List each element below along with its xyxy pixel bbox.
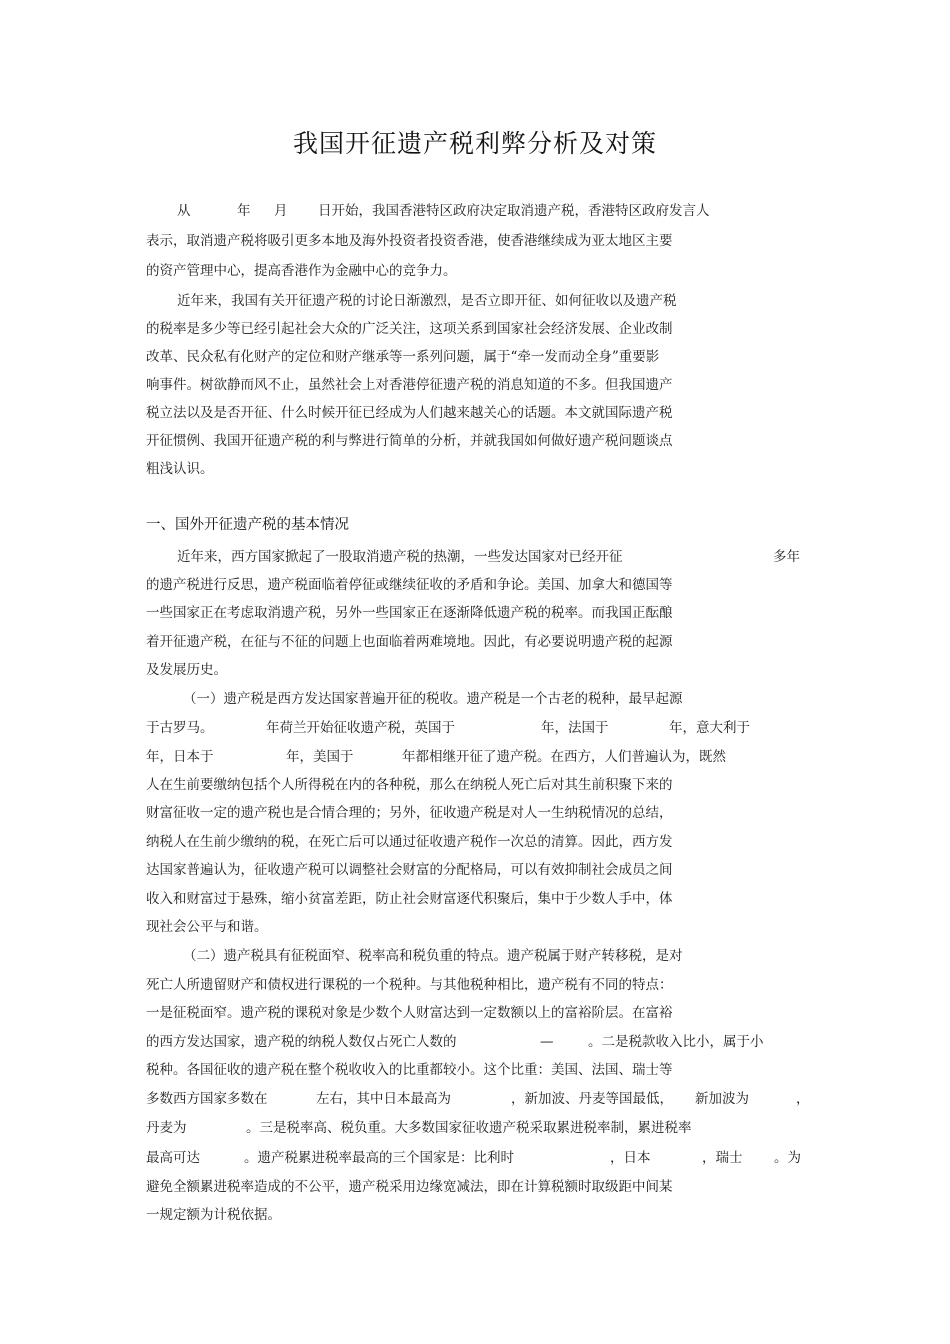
para2-line: 近年来，我国有关开征遗产税的讨论日渐激烈，是否立即开征、如何征收以及遗产税 [177, 293, 677, 309]
para2-line: 开征惯例、我国开征遗产税的利与弊进行简单的分析，并就我国如何做好遗产税问题谈点 [146, 433, 673, 449]
subsection-1-line: 人在生前要缴纳包括个人所得税在内的各种税，那么在纳税人死亡后对其生前积聚下来的 [146, 777, 673, 793]
text-fragment: 左右，其中日本最高为 [316, 1091, 451, 1107]
text-fragment: 年，日本于 [146, 749, 214, 765]
intro-line-3: 的资产管理中心，提高香港作为金融中心的竞争力。 [146, 263, 457, 279]
text-fragment: 。为 [774, 1150, 801, 1166]
text-fragment: 多年 [773, 549, 800, 565]
text-fragment: ， [796, 1091, 810, 1107]
intro-day-rest: 日开始，我国香港特区政府决定取消遗产税，香港特区政府发言人 [318, 203, 710, 219]
text-fragment: 多数西方国家多数在 [146, 1091, 268, 1107]
subsection-1-line: 收入和财富过于悬殊，缩小贫富差距，防止社会财富逐代积聚后，集中于少数人手中，体 [146, 891, 673, 907]
intro-year: 年 [237, 203, 251, 219]
para2-line: 响事件。树欲静而风不止，虽然社会上对香港停征遗产税的消息知道的不多。但我国遗产 [146, 377, 673, 393]
subsection-2-line-2: 死亡人所遗留财产和债权进行课税的一个税种。与其他税种相比，遗产税有不同的特点： [146, 977, 673, 993]
text-fragment: ，瑞士 [702, 1150, 743, 1166]
para2-line: 改革、民众私有化财产的定位和财产继承等一系列问题，属于“牵一发而动全身”重要影 [146, 349, 660, 365]
subsection-2-line-1: （二）遗产税具有征税面窄、税率高和税负重的特点。遗产税属于财产转移税，是对 [183, 948, 683, 964]
text-fragment: 近年来，西方国家掀起了一股取消遗产税的热潮，一些发达国家对已经开征 [177, 549, 623, 565]
text-fragment: ，日本 [610, 1150, 651, 1166]
section1-p1-line: 一些国家正在考虑取消遗产税，另外一些国家正在逐渐降低遗产税的税率。而我国正酝酿 [146, 605, 673, 621]
text-fragment: 年，意大利于 [669, 720, 750, 736]
subsection-1-line: 现社会公平与和谐。 [146, 919, 268, 935]
text-fragment: 最高可达 [146, 1150, 200, 1166]
section1-p1-line: 着开征遗产税，在征与不征的问题上也面临着两难境地。因此，有必要说明遗产税的起源 [146, 634, 673, 650]
text-fragment: 。三是税率高、税负重。大多数国家征收遗产税采取累进税率制，累进税率 [246, 1120, 692, 1136]
text-fragment: 的西方发达国家，遗产税的纳税人数仅占死亡人数的 [146, 1034, 457, 1050]
document-title: 我国开征遗产税利弊分析及对策 [292, 129, 657, 158]
para2-line: 的税率是多少等已经引起社会大众的广泛关注，这项关系到国家社会经济发展、企业改制 [146, 321, 673, 337]
section1-p1-line: 及发展历史。 [146, 662, 227, 678]
section-heading: 一、国外开征遗产税的基本情况 [146, 517, 349, 533]
subsection-2-line-10: 一规定额为计税依据。 [146, 1207, 281, 1223]
text-fragment: 年，美国于 [286, 749, 354, 765]
text-fragment: 于古罗马。 [146, 720, 214, 736]
text-fragment: — [540, 1034, 554, 1050]
text-fragment: ，新加波、丹麦等国最低， [511, 1091, 673, 1107]
text-fragment: 。遗产税累进税率最高的三个国家是：比利时 [244, 1150, 514, 1166]
subsection-2-line-5: 税种。各国征收的遗产税在整个税收收入的比重都较小。这个比重：美国、法国、瑞士等 [146, 1062, 673, 1078]
subsection-1-line-1: （一）遗产税是西方发达国家普遍开征的税收。遗产税是一个古老的税种，最早起源 [183, 691, 683, 707]
subsection-1-line: 财富征收一定的遗产税也是合情合理的；另外，征收遗产税是对人一生纳税情况的总结， [146, 805, 673, 821]
section1-p1-line: 的遗产税进行反思，遗产税面临着停征或继续征收的矛盾和争论。美国、加拿大和德国等 [146, 577, 673, 593]
text-fragment: 。二是税款收入比小，属于小 [588, 1034, 764, 1050]
text-fragment: 年荷兰开始征收遗产税，英国于 [266, 720, 455, 736]
text-fragment: 丹麦为 [146, 1120, 187, 1136]
text-fragment: 年都相继开征了遗产税。在西方，人们普遍认为，既然 [402, 749, 726, 765]
text-fragment: 年，法国于 [541, 720, 609, 736]
intro-line-2: 表示，取消遗产税将吸引更多本地及海外投资者投资香港，使香港继续成为亚太地区主要 [146, 233, 673, 249]
text-fragment: 新加波为 [695, 1091, 749, 1107]
subsection-2-line-9: 避免全额累进税率造成的不公平，遗产税采用边缘宽减法，即在计算税额时取级距中间某 [146, 1179, 673, 1195]
subsection-1-line: 达国家普遍认为，征收遗产税可以调整社会财富的分配格局，可以有效抑制社会成员之间 [146, 862, 673, 878]
intro-from: 从 [177, 203, 191, 219]
intro-month: 月 [274, 203, 288, 219]
para2-line: 粗浅认识。 [146, 461, 214, 477]
subsection-2-line-3: 一是征税面窄。遗产税的课税对象是少数个人财富达到一定数额以上的富裕阶层。在富裕 [146, 1005, 673, 1021]
para2-line: 税立法以及是否开征、什么时候开征已经成为人们越来越关心的话题。本文就国际遗产税 [146, 405, 673, 421]
subsection-1-line: 纳税人在生前少缴纳的税，在死亡后可以通过征收遗产税作一次总的清算。因此，西方发 [146, 834, 673, 850]
